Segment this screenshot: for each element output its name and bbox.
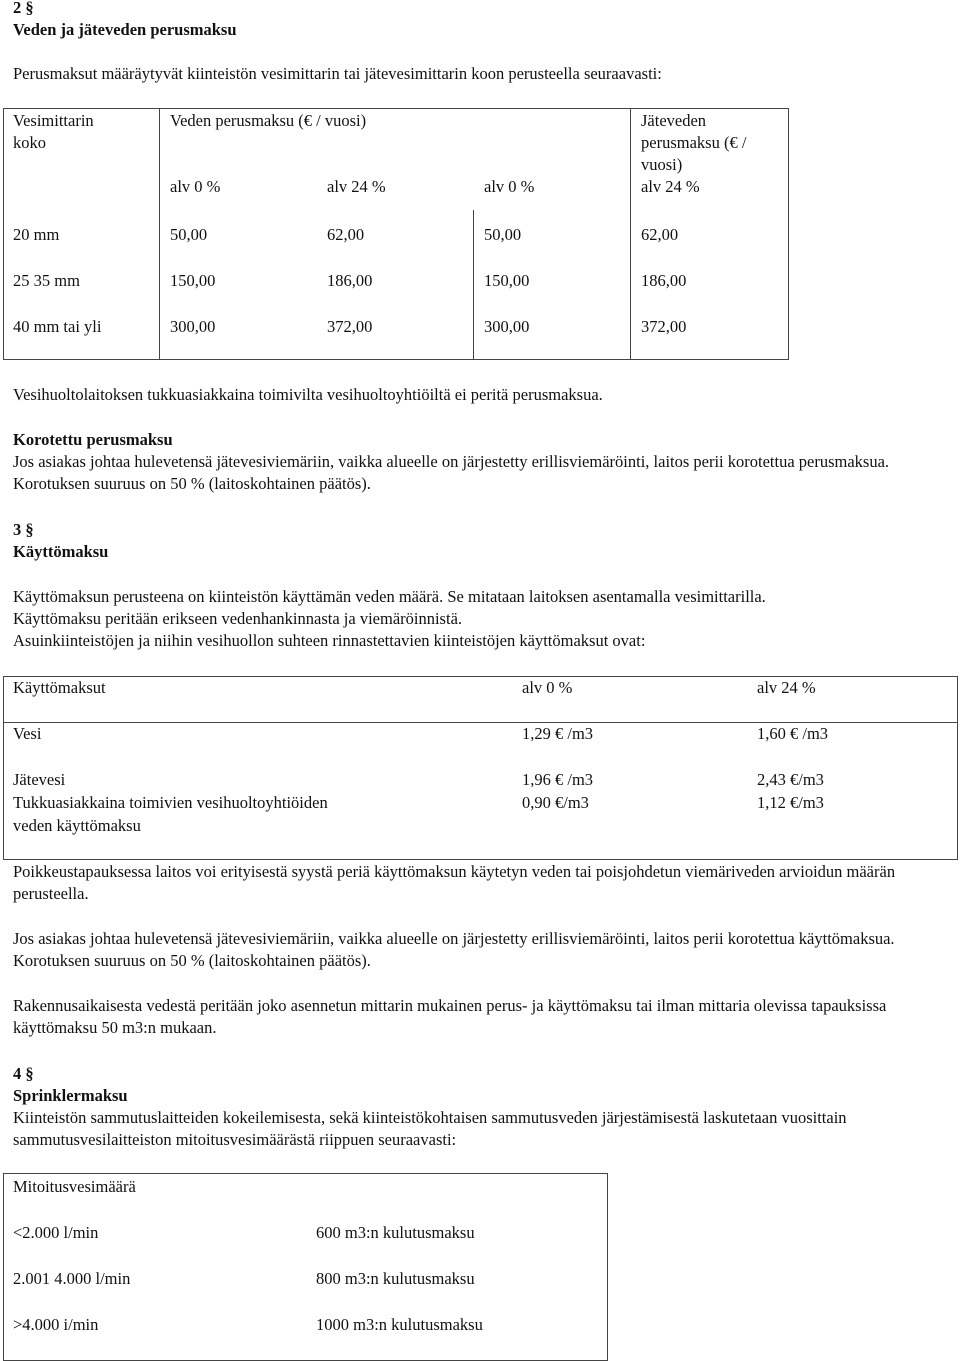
sprinkler-header: Mitoitusvesimäärä <box>13 1177 136 1196</box>
table-cell: 800 m3:n kulutusmaksu <box>316 1269 475 1288</box>
table-cell: 62,00 <box>327 225 365 244</box>
table-cell: 2.001 4.000 l/min <box>13 1269 131 1288</box>
usage-header-vat0: alv 0 % <box>522 678 573 697</box>
table-cell: 50,00 <box>170 225 208 244</box>
section-3-title: Käyttömaksu <box>13 542 109 561</box>
raised-fee-title: Korotettu perusmaksu <box>13 430 173 449</box>
sub-header: alv 24 % <box>327 177 386 196</box>
exception-paragraph: Poikkeustapauksessa laitos voi erityisestä syystä periä käyttömaksun käytetyn veden tai poisjohdetun viemäriveden arvioidun määrän perusteella. <box>13 862 896 903</box>
header-meter-size-2: koko <box>13 133 46 152</box>
table-cell: 186,00 <box>641 271 687 290</box>
wholesale-note: Vesihuoltolaitoksen tukkuasiakkaina toimivilta vesihuoltoyhtiöiltä ei peritä perusmaksua. <box>13 385 603 404</box>
header-water-fee: Veden perusmaksu (€ / vuosi) <box>170 111 367 130</box>
table-cell: 1,12 €/m3 <box>757 793 824 812</box>
table-cell: 186,00 <box>327 271 373 290</box>
table-cell: Jätevesi <box>13 770 66 789</box>
header-wastewater-fee-3: vuosi) <box>641 155 683 174</box>
sub-header: alv 0 % <box>484 177 535 196</box>
stormwater-paragraph: Jos asiakas johtaa hulevetensä jätevesiviemäriin, vaikka alueelle on järjestetty erillisviemäröinti, laitos perii korotettua käyttömaksua. Korotuksen suuruus on 50 % (laitoskohtainen päätös). <box>13 929 895 970</box>
table-cell: 50,00 <box>484 225 522 244</box>
section-2-intro: Perusmaksut määräytyvät kiinteistön vesimittarin tai jätevesimittarin koon perusteella seuraavasti: <box>13 64 662 83</box>
section-3-text-1: Käyttömaksun perusteena on kiinteistön käyttämän veden määrä. Se mitataan laitoksen asentamalla vesimittarilla. <box>13 587 766 606</box>
raised-fee-text: Jos asiakas johtaa hulevetensä jätevesiviemäriin, vaikka alueelle on järjestetty erillisviemäröinti, laitos perii korotettua perusmaksua. Korotuksen suuruus on 50 % (laitoskohtainen päätös). <box>13 452 890 493</box>
section-2-number: 2 § <box>13 0 34 17</box>
table-cell: 0,90 €/m3 <box>522 793 589 812</box>
table-cell: <2.000 l/min <box>13 1223 99 1242</box>
table-cell: 600 m3:n kulutusmaksu <box>316 1223 475 1242</box>
header-meter-size-1: Vesimittarin <box>13 111 94 130</box>
table-cell: 20 mm <box>13 225 60 244</box>
table-cell: 372,00 <box>327 317 373 336</box>
section-2-title: Veden ja jäteveden perusmaksu <box>13 20 237 39</box>
header-wastewater-fee-2: perusmaksu (€ / <box>641 133 747 152</box>
construction-water-paragraph: Rakennusaikaisesta vedestä peritään joko asennetun mittarin mukainen perus- ja käyttömaksu tai ilman mittaria olevissa tapauksissa käyttömaksu 50 m3:n mukaan. <box>13 996 887 1037</box>
table-cell: 150,00 <box>484 271 530 290</box>
table-cell: 25 35 mm <box>13 271 80 290</box>
table-cell: 1,96 € /m3 <box>522 770 594 789</box>
section-3-text-2: Käyttömaksu peritään erikseen vedenhankinnasta ja viemäröinnistä. <box>13 609 463 628</box>
sub-header: alv 0 % <box>170 177 221 196</box>
section-3-number: 3 § <box>13 520 34 539</box>
section-4-title: Sprinklermaksu <box>13 1086 128 1105</box>
table-cell: 300,00 <box>484 317 530 336</box>
table-cell: veden käyttömaksu <box>13 816 141 835</box>
table-cell: 1,60 € /m3 <box>757 724 829 743</box>
table-cell: 372,00 <box>641 317 687 336</box>
section-4-number: 4 § <box>13 1064 34 1083</box>
table-cell: >4.000 i/min <box>13 1315 99 1334</box>
usage-header-label: Käyttömaksut <box>13 678 106 697</box>
table-cell: 40 mm tai yli <box>13 317 102 336</box>
table-cell: 2,43 €/m3 <box>757 770 824 789</box>
table-cell: 150,00 <box>170 271 216 290</box>
table-cell: 1000 m3:n kulutusmaksu <box>316 1315 483 1334</box>
table-cell: Vesi <box>13 724 42 743</box>
table-cell: 300,00 <box>170 317 216 336</box>
usage-header-vat24: alv 24 % <box>757 678 816 697</box>
table-cell: 1,29 € /m3 <box>522 724 594 743</box>
section-3-text-3: Asuinkiinteistöjen ja niihin vesihuollon suhteen rinnastettavien kiinteistöjen käyttömaksut ovat: <box>13 631 646 650</box>
table-cell: 62,00 <box>641 225 679 244</box>
sub-header: alv 24 % <box>641 177 700 196</box>
table-cell: Tukkuasiakkaina toimivien vesihuoltoyhtiöiden <box>13 793 328 812</box>
section-4-text: Kiinteistön sammutuslaitteiden kokeilemisesta, sekä kiinteistökohtaisen sammutusveden järjestämisestä laskutetaan vuosittain sammutusvesilaitteiston mitoitusvesimäärästä riippuen seuraavasti: <box>13 1108 847 1149</box>
header-wastewater-fee-1: Jäteveden <box>641 111 707 130</box>
